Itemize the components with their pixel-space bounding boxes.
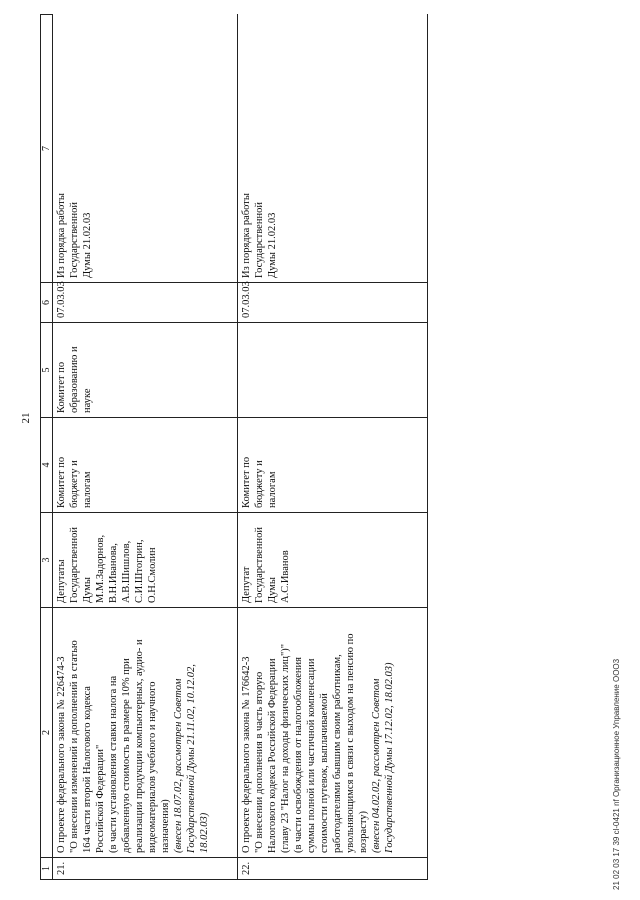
- text-line: бюджету и: [254, 460, 265, 508]
- submission-note: Государственной Думы 17.12.02, 18.02.03): [384, 662, 395, 853]
- header-col-6: 6: [41, 283, 53, 323]
- row-number: 22.: [238, 858, 428, 880]
- co-committee: [238, 323, 428, 418]
- text-line: возрасту): [358, 810, 369, 853]
- text-line: Комитет по: [56, 456, 67, 508]
- text-line: налогам: [267, 471, 278, 508]
- responsible-committee: [53, 418, 238, 513]
- text-line: Государственной: [69, 527, 80, 603]
- source-note: [238, 15, 428, 283]
- text-line: стоимости путевок, выплачиваемой: [319, 693, 330, 853]
- initiators: [238, 513, 428, 608]
- header-col-1: 1: [41, 858, 53, 880]
- text-line: М.М.Задорнов,: [95, 534, 106, 603]
- text-line: Государственной: [69, 202, 80, 278]
- text-line: Думы: [267, 577, 278, 603]
- text-line: "О внесении дополнения в часть вторую: [254, 671, 265, 853]
- text-line: Из порядка работы: [56, 193, 67, 278]
- text-line: О проекте федерального закона № 226474-3: [56, 656, 67, 853]
- text-line: 164 части второй Налогового кодекса: [82, 686, 93, 853]
- text-line: Государственной: [254, 527, 265, 603]
- text-line: суммы полной или частичной компенсации: [306, 658, 317, 853]
- text-line: "О внесении изменений и дополнений в статью: [69, 640, 80, 853]
- text-line: Депутаты: [56, 559, 67, 603]
- text-line: работодателями бывшим своим работникам,: [332, 654, 343, 853]
- text-line: налогам: [82, 471, 93, 508]
- text-line: С.И.Штогрин,: [134, 539, 145, 603]
- text-line: Из порядка работы: [241, 193, 252, 278]
- responsible-committee: [238, 418, 428, 513]
- text-line: (в части установления ставки налога на: [108, 675, 119, 853]
- text-line: видеоматериалов учебного и научного: [147, 681, 158, 853]
- text-line: увольняющимся в связи с выходом на пенсию по: [345, 633, 356, 853]
- header-col-3: 3: [41, 513, 53, 608]
- review-date: 07.03.03: [53, 283, 238, 323]
- text-line: Думы 21.02.03: [267, 212, 278, 278]
- row-number: 21.: [53, 858, 238, 880]
- text-line: (главу 23 "Налог на доходы физических лиц")": [280, 643, 291, 853]
- text-line: В.Н.Иванова,: [108, 543, 119, 603]
- text-line: реализации продукции компьютерных, аудио- и: [134, 639, 145, 853]
- text-line: науке: [82, 388, 93, 413]
- text-line: А.В.Шишлов,: [121, 540, 132, 603]
- agenda-table-container: [40, 15, 610, 880]
- page-number: 21: [20, 412, 32, 424]
- source-note: [53, 15, 238, 283]
- table-row: [238, 15, 428, 880]
- agenda-table: [40, 14, 428, 880]
- header-col-4: 4: [41, 418, 53, 513]
- text-line: Думы: [82, 577, 93, 603]
- bill-description: [53, 608, 238, 858]
- text-line: Депутат: [241, 566, 252, 603]
- text-line: Налогового кодекса Российской Федерации: [267, 658, 278, 853]
- submission-note: (внесен 18.07.02, рассмотрен Советом: [173, 678, 184, 853]
- text-line: образованию и: [69, 346, 80, 413]
- submission-note: (внесен 04.02.02, рассмотрен Советом: [371, 678, 382, 853]
- text-line: Думы 21.02.03: [82, 212, 93, 278]
- text-line: добавленную стоимость в размере 10% при: [121, 658, 132, 853]
- text-line: назначения): [160, 799, 171, 853]
- header-col-5: 5: [41, 323, 53, 418]
- text-line: О проекте федерального закона № 176642-3: [241, 656, 252, 853]
- fax-footer: 21 02 03 17 39 cl-0421 nf Организационное Управление ООО3: [612, 658, 621, 890]
- text-line: Комитет по: [241, 456, 252, 508]
- text-line: бюджету и: [69, 460, 80, 508]
- header-col-7: 7: [41, 15, 53, 283]
- table-row: [53, 15, 238, 880]
- text-line: Государственной: [254, 202, 265, 278]
- bill-description: [238, 608, 428, 858]
- initiators: [53, 513, 238, 608]
- co-committee: [53, 323, 238, 418]
- text-line: А.С.Иванов: [280, 550, 291, 603]
- text-line: (в части освобождения от налогообложения: [293, 657, 304, 853]
- text-line: О.Н.Смолин: [147, 547, 158, 603]
- text-line: Российской Федерации": [95, 744, 106, 853]
- submission-note: 18.02.03): [199, 812, 210, 853]
- review-date: 07.03.03: [238, 283, 428, 323]
- submission-note: Государственной Думы 21.11.02, 10.12.02,: [186, 664, 197, 853]
- header-col-2: 2: [41, 608, 53, 858]
- header-row: [41, 15, 53, 880]
- text-line: Комитет по: [56, 361, 67, 413]
